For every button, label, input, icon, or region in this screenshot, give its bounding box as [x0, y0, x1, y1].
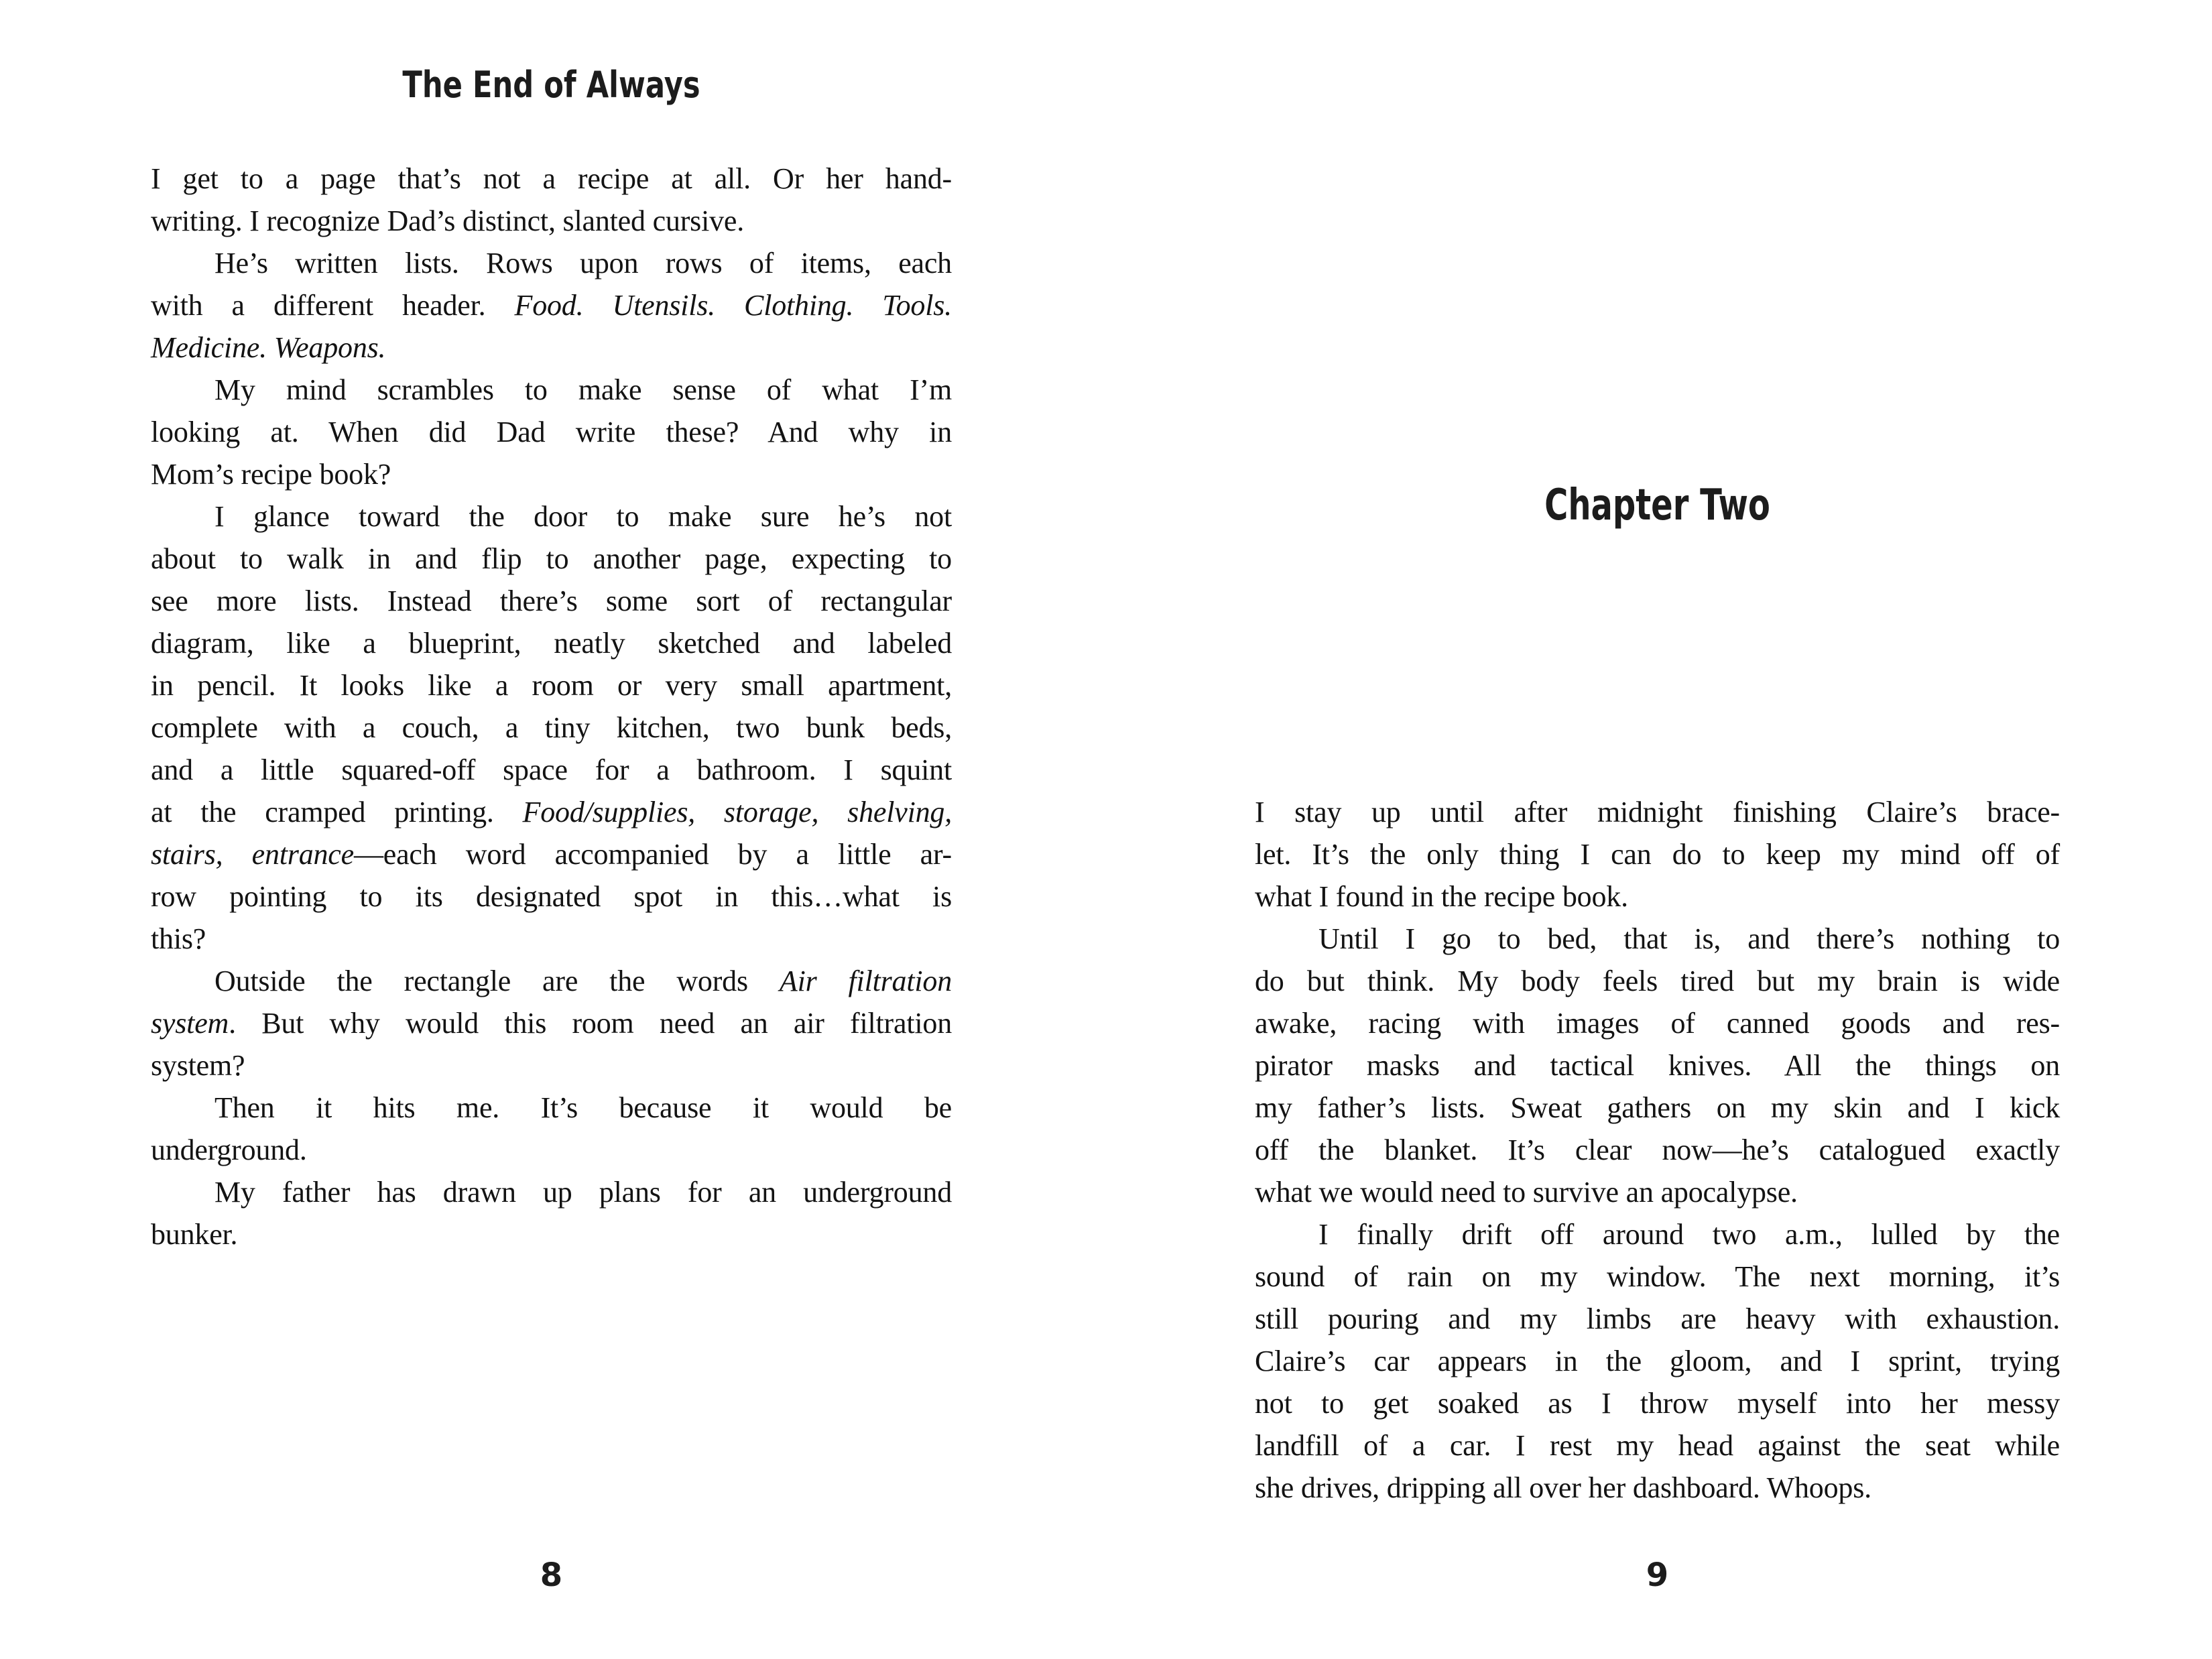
page-number-left: 8 — [540, 1556, 563, 1594]
text-line — [151, 1044, 952, 1087]
text-segment: bunker. — [151, 1218, 238, 1251]
text-line — [151, 411, 952, 453]
text-line — [151, 1213, 952, 1255]
text-line — [151, 453, 952, 495]
text-segment: diagram, like a blueprint, neatly sketched and labeled — [151, 627, 952, 660]
text-segment: He’s written lists. Rows upon rows of items, each — [214, 247, 952, 280]
text-segment: sound of rain on my window. The next morning, it’s — [1255, 1260, 2060, 1293]
chapter-heading: Chapter Two — [1544, 481, 1770, 530]
text-line — [1255, 1340, 2060, 1382]
text-segment: in pencil. It looks like a room or very small apartment, — [151, 669, 952, 702]
text-line — [151, 580, 952, 622]
text-segment: I stay up until after midnight finishing Claire’s brace- — [1255, 796, 2060, 828]
text-line — [1255, 1002, 2060, 1044]
text-segment: Then it hits me. It’s because it would be — [214, 1091, 952, 1124]
text-segment: pirator masks and tactical knives. All the things on — [1255, 1049, 2060, 1082]
text-segment: off the blanket. It’s clear now—he’s catalogued exactly — [1255, 1133, 2060, 1166]
text-segment: —each word accompanied by a little ar- — [353, 838, 952, 871]
text-line — [151, 369, 952, 411]
text-segment: My mind scrambles to make sense of what I’m — [214, 373, 952, 406]
text-segment: Until I go to bed, that is, and there’s nothing to — [1318, 922, 2060, 955]
text-line — [151, 200, 952, 242]
text-line — [151, 664, 952, 706]
text-segment: underground. — [151, 1133, 307, 1166]
text-line — [1255, 1382, 2060, 1424]
text-line — [1255, 1255, 2060, 1298]
italic-text-segment: stairs, entrance — [151, 838, 354, 871]
text-segment: at the cramped printing. — [151, 796, 523, 828]
text-segment: my father’s lists. Sweat gathers on my skin and I kick — [1255, 1091, 2060, 1124]
text-segment: what I found in the recipe book. — [1255, 880, 1628, 913]
text-segment: see more lists. Instead there’s some sort of rectangular — [151, 585, 952, 617]
text-segment: she drives, dripping all over her dashboard. Whoops. — [1255, 1471, 1871, 1504]
text-line — [1255, 960, 2060, 1002]
page-right — [1106, 0, 2212, 1659]
text-line — [151, 706, 952, 749]
italic-text-segment: Food. Utensils. Clothing. Tools. — [514, 289, 952, 322]
text-line — [1255, 1467, 2060, 1509]
text-line — [1255, 1087, 2060, 1129]
italic-text-segment: system — [151, 1007, 229, 1040]
text-line — [151, 960, 952, 1002]
text-line — [151, 1087, 952, 1129]
text-segment: complete with a couch, a tiny kitchen, two bunk beds, — [151, 711, 952, 744]
text-segment: My father has drawn up plans for an underground — [214, 1176, 952, 1209]
text-segment: writing. I recognize Dad’s distinct, slanted cursive. — [151, 204, 745, 237]
text-line — [1255, 875, 2060, 918]
text-segment: landfill of a car. I rest my head against the seat while — [1255, 1429, 2060, 1462]
text-segment: system? — [151, 1049, 245, 1082]
text-line — [151, 622, 952, 664]
text-segment: row pointing to its designated spot in this…what is — [151, 880, 952, 913]
text-segment: awake, racing with images of canned goods and res- — [1255, 1007, 2060, 1040]
text-line — [151, 1002, 952, 1044]
text-line — [1255, 1213, 2060, 1255]
text-segment: and a little squared-off space for a bathroom. I squint — [151, 753, 952, 786]
text-segment: let. It’s the only thing I can do to keep my mind off of — [1255, 838, 2060, 871]
text-line — [1255, 1044, 2060, 1087]
text-segment: I get to a page that’s not a recipe at all. Or her hand- — [151, 162, 952, 195]
italic-text-segment: Medicine. Weapons. — [151, 331, 386, 364]
text-line — [1255, 1129, 2060, 1171]
running-header: The End of Always — [402, 64, 700, 106]
text-segment: Mom’s recipe book? — [151, 458, 391, 491]
text-line — [151, 495, 952, 538]
text-segment: about to walk in and flip to another page, expecting to — [151, 542, 952, 575]
text-segment: still pouring and my limbs are heavy with exhaustion. — [1255, 1302, 2060, 1335]
text-line — [151, 833, 952, 875]
text-segment: not to get soaked as I throw myself into her messy — [1255, 1387, 2060, 1420]
text-segment: this? — [151, 922, 206, 955]
left-page-text — [151, 158, 952, 1255]
page-number-right: 9 — [1646, 1556, 1669, 1594]
text-line — [1255, 1298, 2060, 1340]
italic-text-segment: Food/supplies, storage, shelving, — [522, 796, 952, 828]
text-line — [151, 284, 952, 326]
text-line — [151, 1171, 952, 1213]
text-line — [1255, 833, 2060, 875]
text-line — [151, 1129, 952, 1171]
text-segment: do but think. My body feels tired but my brain is wide — [1255, 965, 2060, 997]
text-line — [151, 875, 952, 918]
text-segment: what we would need to survive an apocalypse. — [1255, 1176, 1798, 1209]
text-segment: Claire’s car appears in the gloom, and I sprint, trying — [1255, 1345, 2060, 1377]
text-segment: . But why would this room need an air filtration — [229, 1007, 952, 1040]
text-line — [1255, 1171, 2060, 1213]
text-line — [151, 791, 952, 833]
right-page-text — [1255, 791, 2060, 1509]
text-segment: looking at. When did Dad write these? And why in — [151, 416, 952, 448]
text-line — [151, 538, 952, 580]
text-line — [1255, 791, 2060, 833]
text-line — [151, 326, 952, 369]
italic-text-segment: Air filtration — [779, 965, 952, 997]
text-line — [151, 918, 952, 960]
text-segment: with a different header. — [151, 289, 515, 322]
text-segment: Outside the rectangle are the words — [214, 965, 780, 997]
text-line — [151, 242, 952, 284]
text-segment: I finally drift off around two a.m., lulled by the — [1318, 1218, 2060, 1251]
text-line — [151, 749, 952, 791]
text-line — [151, 158, 952, 200]
text-line — [1255, 918, 2060, 960]
text-segment: I glance toward the door to make sure he’s not — [214, 500, 952, 533]
text-line — [1255, 1424, 2060, 1467]
